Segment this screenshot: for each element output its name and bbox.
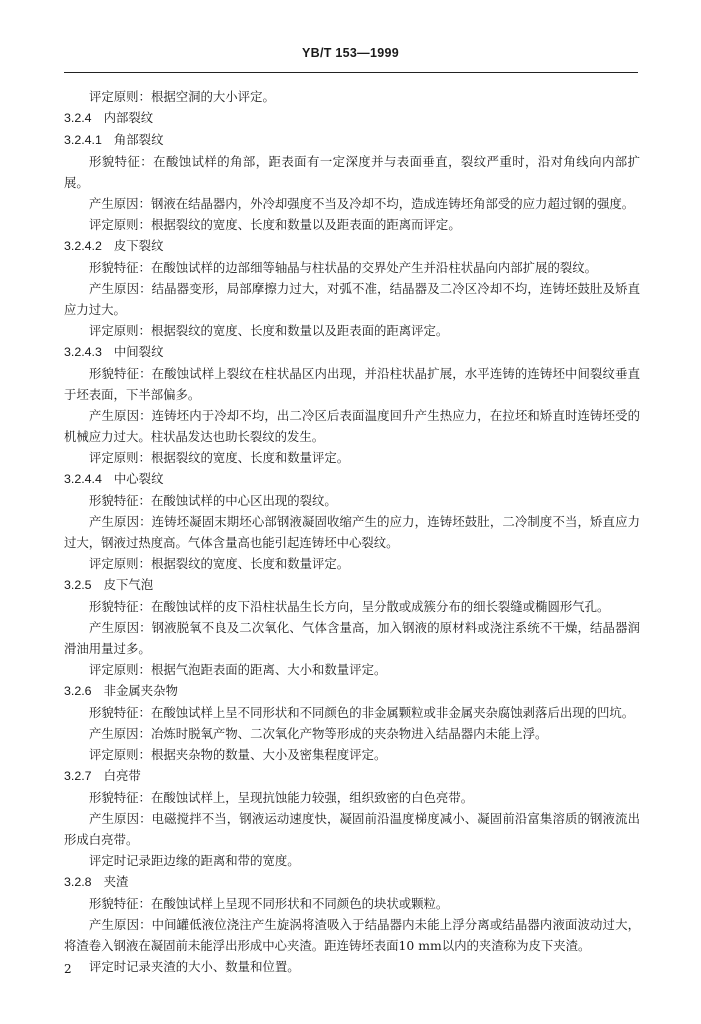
- section-number: 3.2.4.2: [64, 239, 102, 253]
- paragraph: 产生原因：中间罐低液位浇注产生旋涡将渣吸入于结晶器内未能上浮分离或结晶器内液面波动过大，将渣卷入钢液在凝固前未能浮出形成中心夹渣。距连铸坯表面10 mm以内的夹渣称为皮下夹渣。: [64, 917, 640, 953]
- section-number: 3.2.4.3: [64, 345, 102, 359]
- section-heading: [64, 871, 640, 893]
- paragraph: 产生原因：电磁搅拌不当，钢液运动速度快，凝固前沿温度梯度减小、凝固前沿富集溶质的钢液流出形成白亮带。: [64, 811, 640, 847]
- section-title: 内部裂纹: [103, 110, 154, 125]
- paragraph: 形貌特征：在酸蚀试样的中心区出现的裂纹。: [89, 493, 337, 508]
- section-heading: [64, 107, 640, 129]
- paragraph: 形貌特征：在酸蚀试样上呈不同形状和不同颜色的非金属颗粒或非金属夹杂腐蚀剥落后出现的凹坑。: [89, 705, 635, 720]
- section-title: 中心裂纹: [113, 471, 164, 486]
- section-number: 3.2.5: [64, 578, 92, 592]
- document-body: [64, 86, 640, 977]
- paragraph: 评定原则：根据裂纹的宽度、长度和数量评定。: [89, 450, 350, 465]
- section-number: 3.2.7: [64, 769, 92, 783]
- section-title: 白亮带: [103, 768, 141, 783]
- paragraph: 形貌特征：在酸蚀试样的皮下沿柱状晶生长方向，呈分散或成簇分布的细长裂缝或椭圆形气孔。: [89, 599, 610, 614]
- section-number: 3.2.4.4: [64, 472, 102, 486]
- section-title: 皮下裂纹: [113, 238, 164, 253]
- section-number: 3.2.8: [64, 875, 92, 889]
- section-heading: [64, 765, 640, 787]
- paragraph: 产生原因：钢液脱氧不良及二次氧化、气体含量高，加入钢液的原材料或浇注系统不干燥，结晶器润滑油用量过多。: [64, 620, 640, 656]
- section-heading: [64, 468, 640, 490]
- section-title: 夹渣: [103, 874, 129, 889]
- page-number: 2: [64, 962, 72, 976]
- paragraph: 形貌特征：在酸蚀试样的角部，距表面有一定深度并与表面垂直，裂纹严重时，沿对角线向内部扩展。: [64, 154, 640, 190]
- paragraph: 形貌特征：在酸蚀试样上呈现不同形状和不同颜色的块状或颗粒。: [89, 896, 449, 911]
- section-heading: [64, 129, 640, 151]
- paragraph: 产生原因：连铸坯凝固末期坯心部钢液凝固收缩产生的应力，连铸坯鼓肚，二冷制度不当，矫直应力过大，钢液过热度高。气体含量高也能引起连铸坯中心裂纹。: [64, 514, 640, 550]
- section-heading: [64, 235, 640, 257]
- page-header: YB/T 153—1999: [301, 46, 399, 60]
- paragraph: 评定原则：根据裂纹的宽度、长度和数量以及距表面的距离评定。: [89, 323, 449, 338]
- paragraph: 评定原则：根据气泡距表面的距离、大小和数量评定。: [89, 662, 387, 677]
- paragraph: 形貌特征：在酸蚀试样的边部细等轴晶与柱状晶的交界处产生并沿柱状晶向内部扩展的裂纹。: [89, 260, 598, 275]
- section-number: 3.2.4: [64, 111, 92, 125]
- paragraph: 评定原则：根据裂纹的宽度、长度和数量评定。: [89, 556, 350, 571]
- paragraph: 评定时记录距边缘的距离和带的宽度。: [89, 853, 300, 868]
- paragraph: 评定原则：根据夹杂物的数量、大小及密集程度评定。: [89, 747, 387, 762]
- section-number: 3.2.4.1: [64, 133, 102, 147]
- section-title: 中间裂纹: [113, 344, 164, 359]
- paragraph: 评定原则：根据裂纹的宽度、长度和数量以及距表面的距离而评定。: [89, 217, 461, 232]
- paragraph: 评定原则：根据空洞的大小评定。: [89, 89, 275, 104]
- paragraph: 产生原因：连铸坯内于冷却不均，出二冷区后表面温度回升产生热应力，在拉坯和矫直时连铸坯受的机械应力过大。柱状晶发达也助长裂纹的发生。: [64, 408, 640, 444]
- section-title: 角部裂纹: [113, 132, 164, 147]
- paragraph: 形貌特征：在酸蚀试样上，呈现抗蚀能力较强，组织致密的白色亮带。: [89, 790, 474, 805]
- section-heading: [64, 680, 640, 702]
- paragraph: 形貌特征：在酸蚀试样上裂纹在柱状晶区内出现，并沿柱状晶扩展，水平连铸的连铸坯中间裂纹垂直于坯表面，下半部偏多。: [64, 366, 640, 402]
- header-divider: [64, 72, 638, 73]
- section-heading: [64, 341, 640, 363]
- section-heading: [64, 574, 640, 596]
- paragraph: 产生原因：钢液在结晶器内，外冷却强度不当及冷却不均，造成连铸坯角部受的应力超过钢的强度。: [89, 196, 635, 211]
- section-title: 皮下气泡: [103, 577, 154, 592]
- paragraph: 产生原因：结晶器变形，局部摩擦力过大，对弧不准，结晶器及二冷区冷却不均，连铸坯鼓肚及矫直应力过大。: [64, 281, 640, 317]
- paragraph: 评定时记录夹渣的大小、数量和位置。: [89, 959, 300, 974]
- paragraph: 产生原因：冶炼时脱氧产物、二次氧化产物等形成的夹杂物进入结晶器内未能上浮。: [89, 726, 548, 741]
- section-title: 非金属夹杂物: [103, 683, 178, 698]
- section-number: 3.2.6: [64, 684, 92, 698]
